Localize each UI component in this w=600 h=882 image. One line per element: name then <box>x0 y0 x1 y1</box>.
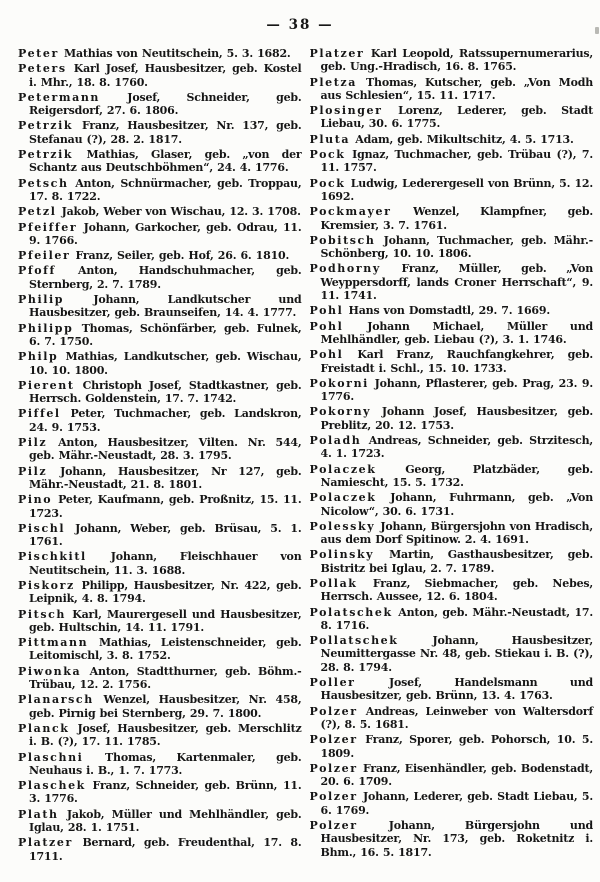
register-entry: Polatschek Anton, geb. Mähr.-Neustadt, 17. 8. 1716. <box>309 605 593 632</box>
register-entry: Platzer Karl Leopold, Ratssupernumerarius, geb. Ung.-Hradisch, 16. 8. 1765. <box>309 47 593 74</box>
register-entry: Pino Peter, Kaufmann, geb. Proßnitz, 15. 11. 1723. <box>18 493 302 520</box>
entry-surname: Platzer <box>309 47 365 60</box>
register-entry: Pitsch Karl, Maurergesell und Hausbesitzer, geb. Hultschin, 14. 11. 1791. <box>18 607 302 634</box>
register-columns <box>0 33 600 879</box>
entry-surname: Petermann <box>18 90 101 104</box>
register-entry: Pfeiffer Johann, Garkocher, geb. Odrau, 11. 9. 1766. <box>18 220 302 247</box>
register-entry: Polinsky Martin, Gasthausbesitzer, geb. Bistritz bei Iglau, 2. 7. 1789. <box>309 548 593 575</box>
entry-surname: Pokorni <box>309 376 369 390</box>
entry-surname: Plosinger <box>309 104 383 118</box>
entry-surname: Petrzik <box>18 148 74 162</box>
entry-surname: Pfoff <box>18 264 56 278</box>
entry-surname: Polzer <box>309 704 358 718</box>
entry-surname: Pino <box>18 493 53 507</box>
entry-surname: Peters <box>18 62 67 76</box>
entry-surname: Polinsky <box>309 548 375 562</box>
register-entry: Philipp Thomas, Schönfärber, geb. Fulnek, 6. 7. 1750. <box>18 321 302 348</box>
entry-surname: Pischkitl <box>18 550 87 564</box>
entry-surname: Polzer <box>309 761 358 775</box>
register-entry: Piffel Peter, Tuchmacher, geb. Landskron, 24. 9. 1753. <box>18 407 302 434</box>
entry-surname: Polzer <box>309 790 358 804</box>
register-entry: Plosinger Lorenz, Lederer, geb. Stadt Liebau, 30. 6. 1775. <box>309 104 593 131</box>
entry-surname: Polzer <box>309 819 358 833</box>
register-entry: Philp Mathias, Landkutscher, geb. Wischau, 10. 10. 1800. <box>18 350 302 377</box>
register-entry: Polzer Andreas, Leinweber von Waltersdorf (?), 8. 5. 1681. <box>309 704 593 731</box>
entry-surname: Podhorny <box>309 262 381 276</box>
entry-surname: Pfeiler <box>18 249 71 263</box>
register-entry: Pohl Hans von Domstadtl, 29. 7. 1669. <box>309 304 550 318</box>
entry-surname: Polzer <box>309 733 358 747</box>
register-entry: Petsch Anton, Schnürmacher, geb. Troppau, 17. 8. 1722. <box>18 176 302 203</box>
register-entry: Petzl Jakob, Weber von Wischau, 12. 3. 1708. <box>18 205 301 219</box>
register-entry: Polzer Johann, Lederer, geb. Stadt Liebau, 5. 6. 1769. <box>309 790 593 817</box>
register-entry: Pilz Johann, Hausbesitzer, Nr 127, geb. Mähr.-Neustadt, 21. 8. 1801. <box>18 464 302 491</box>
entry-surname: Philipp <box>18 321 74 335</box>
entry-surname: Pilz <box>18 436 48 450</box>
register-entry: Pischkitl Johann, Fleischhauer von Neutitschein, 11. 3. 1688. <box>18 550 302 577</box>
entry-surname: Piskorz <box>18 578 75 592</box>
register-entry: Pohl Karl Franz, Rauchfangkehrer, geb. Freistadt i. Schl., 15. 10. 1733. <box>309 348 593 375</box>
entry-surname: Piwonka <box>18 664 82 678</box>
right-column <box>310 47 594 879</box>
entry-surname: Pockmayer <box>309 205 392 219</box>
entry-surname: Piffel <box>18 407 61 421</box>
register-entry: Piskorz Philipp, Hausbesitzer, Nr. 422, geb. Leipnik, 4. 8. 1794. <box>18 578 302 606</box>
entry-surname: Peter <box>18 47 59 60</box>
entry-surname: Philp <box>18 350 59 364</box>
register-entry: Pock Ignaz, Tuchmacher, geb. Trübau (?), 7. 11. 1757. <box>309 148 593 175</box>
entry-surname: Pollatschek <box>309 634 399 648</box>
entry-surname: Pfeiffer <box>18 220 78 234</box>
page-number: — 38 — <box>266 17 334 33</box>
entry-surname: Philip <box>18 293 65 307</box>
entry-surname: Pock <box>309 148 346 162</box>
register-entry: Pollatschek Johann, Hausbesitzer, Neumittergasse Nr. 48, geb. Stiekau i. B. (?), 28. 8. 1794. <box>309 634 593 674</box>
entry-surname: Polaczek <box>309 491 377 505</box>
register-entry: Petrzik Mathias, Glaser, geb. „von der Schantz aus Deutschböhmen“, 24. 4. 1776. <box>18 148 302 175</box>
entry-surname: Pilz <box>18 464 48 478</box>
register-entry: Pletza Thomas, Kutscher, geb. „Von Modh aus Schlesien“, 15. 11. 1717. <box>309 75 593 102</box>
entry-surname: Pletza <box>309 75 358 89</box>
register-entry: Polaczek Johann, Fuhrmann, geb. „Von Nicolow“, 30. 6. 1731. <box>309 491 593 518</box>
entry-surname: Pierent <box>18 378 75 392</box>
entry-surname: Petrzik <box>18 119 74 133</box>
register-entry: Pischl Johann, Weber, geb. Brüsau, 5. 1. 1761. <box>18 521 302 549</box>
register-entry: Pohl Johann Michael, Müller und Mehlhändler, geb. Liebau (?), 3. 1. 1746. <box>309 319 593 346</box>
entry-surname: Pohl <box>309 348 344 362</box>
register-entry: Poller Josef, Handelsmann und Hausbesitzer, geb. Brünn, 13. 4. 1763. <box>309 676 593 703</box>
register-entry: Peter Mathias von Neutitschein, 5. 3. 1682. <box>18 47 291 60</box>
register-entry: Polessky Johann, Bürgersjohn von Hradisch, aus dem Dorf Spitinow. 2. 4. 1691. <box>309 519 593 547</box>
entry-surname: Planarsch <box>18 693 94 707</box>
entry-surname: Pluta <box>309 132 351 146</box>
register-entry: Polzer Johann, Bürgersjohn und Hausbesitzer, Nr. 173, geb. Roketnitz i. Bhm., 16. 5. 1817. <box>309 819 593 859</box>
entry-surname: Petzl <box>18 205 57 219</box>
register-entry: Pittmann Mathias, Leistenschneider, geb. Leitomischl, 3. 8. 1752. <box>18 636 302 663</box>
register-entry: Polzer Franz, Eisenhändler, geb. Bodenstadt, 20. 6. 1709. <box>309 761 593 789</box>
register-entry: Pierent Christoph Josef, Stadtkastner, geb. Herrsch. Goldenstein, 17. 7. 1742. <box>18 378 302 406</box>
register-entry: Plaschek Franz, Schneider, geb. Brünn, 11. 3. 1776. <box>18 779 302 806</box>
register-entry: Plaschni Thomas, Kartenmaler, geb. Neuhaus i. B., 1. 7. 1773. <box>18 750 302 777</box>
entry-surname: Polaczek <box>309 462 377 476</box>
register-entry: Polzer Franz, Sporer, geb. Pohorsch, 10. 5. 1809. <box>309 733 593 760</box>
register-entry: Piwonka Anton, Stadtthurner, geb. Böhm.-Trübau, 12. 2. 1756. <box>18 664 302 692</box>
entry-surname: Plaschni <box>18 750 84 764</box>
register-entry: Pokorny Johann Josef, Hausbesitzer, geb. Preblitz, 20. 12. 1753. <box>309 405 593 432</box>
register-entry: Polaczek Georg, Platzbäder, geb. Namiescht, 15. 5. 1732. <box>309 462 593 489</box>
entry-surname: Planck <box>18 721 70 735</box>
entry-surname: Pobitsch <box>309 233 376 247</box>
register-entry: Philip Johann, Landkutscher und Hausbesitzer, geb. Braunseifen, 14. 4. 1777. <box>18 293 302 320</box>
register-entry: Pilz Anton, Hausbesitzer, Vilten. Nr. 544, geb. Mähr.-Neustadt, 28. 3. 1795. <box>18 436 302 463</box>
register-entry: Pfeiler Franz, Seiler, geb. Hof, 26. 6. 1810. <box>18 249 290 263</box>
register-entry: Pollak Franz, Siebmacher, geb. Nebes, Herrsch. Aussee, 12. 6. 1804. <box>309 576 593 604</box>
entry-surname: Pock <box>309 176 346 190</box>
entry-surname: Pollak <box>309 576 358 590</box>
entry-surname: Pittmann <box>18 636 89 650</box>
entry-surname: Polatschek <box>309 605 393 619</box>
entry-surname: Pokorny <box>309 405 372 419</box>
register-entry: Planck Josef, Hausbesitzer, geb. Merschlitz i. B. (?), 17. 11. 1785. <box>18 721 302 749</box>
register-entry: Pokorni Johann, Pflasterer, geb. Prag, 23. 9. 1776. <box>309 376 593 404</box>
entry-surname: Plath <box>18 807 59 821</box>
register-entry: Pfoff Anton, Handschuhmacher, geb. Sternberg, 2. 7. 1789. <box>18 264 302 291</box>
register-entry: Pock Ludwig, Lederergesell von Brünn, 5. 12. 1692. <box>309 176 593 203</box>
register-entry: Podhorny Franz, Müller, geb. „Von Weyppersdorff, lands Croner Herrschaft“, 9. 11. 1741. <box>309 262 593 303</box>
entry-surname: Poller <box>309 676 356 690</box>
register-entry: Planarsch Wenzel, Hausbesitzer, Nr. 458, geb. Pirnig bei Sternberg, 29. 7. 1800. <box>18 693 302 720</box>
register-entry: Petermann Josef, Schneider, geb. Reigersdorf, 27. 6. 1806. <box>18 90 302 118</box>
entry-surname: Pischl <box>18 521 66 535</box>
left-column <box>18 47 302 879</box>
entry-surname: Pitsch <box>18 607 67 621</box>
register-entry: Plath Jakob, Müller und Mehlhändler, geb. Iglau, 28. 1. 1751. <box>18 807 302 835</box>
entry-surname: Platzer <box>18 836 73 850</box>
entry-surname: Polessky <box>309 519 376 533</box>
entry-surname: Pohl <box>309 319 344 333</box>
register-entry: Peters Karl Josef, Hausbesitzer, geb. Kostel i. Mhr., 18. 8. 1760. <box>18 62 302 89</box>
entry-surname: Poladh <box>309 434 362 448</box>
entry-surname: Plaschek <box>18 779 86 793</box>
entry-surname: Pohl <box>309 304 344 318</box>
register-entry: Platzer Bernard, geb. Freudenthal, 17. 8. 1711. <box>18 836 302 863</box>
register-entry: Poladh Andreas, Schneider, geb. Strzitesch, 4. 1. 1723. <box>309 434 593 461</box>
register-entry: Petrzik Franz, Hausbesitzer, Nr. 137, geb. Stefanau (?), 28. 2. 1817. <box>18 119 302 146</box>
scan-artifact <box>595 27 599 34</box>
register-entry: Pockmayer Wenzel, Klampfner, geb. Kremsier, 3. 7. 1761. <box>309 205 593 232</box>
entry-surname: Petsch <box>18 176 69 190</box>
register-entry: Pobitsch Johann, Tuchmacher, geb. Mähr.-Schönberg, 10. 10. 1806. <box>309 233 593 261</box>
register-entry: Pluta Adam, geb. Mikultschitz, 4. 5. 1713. <box>309 132 574 146</box>
